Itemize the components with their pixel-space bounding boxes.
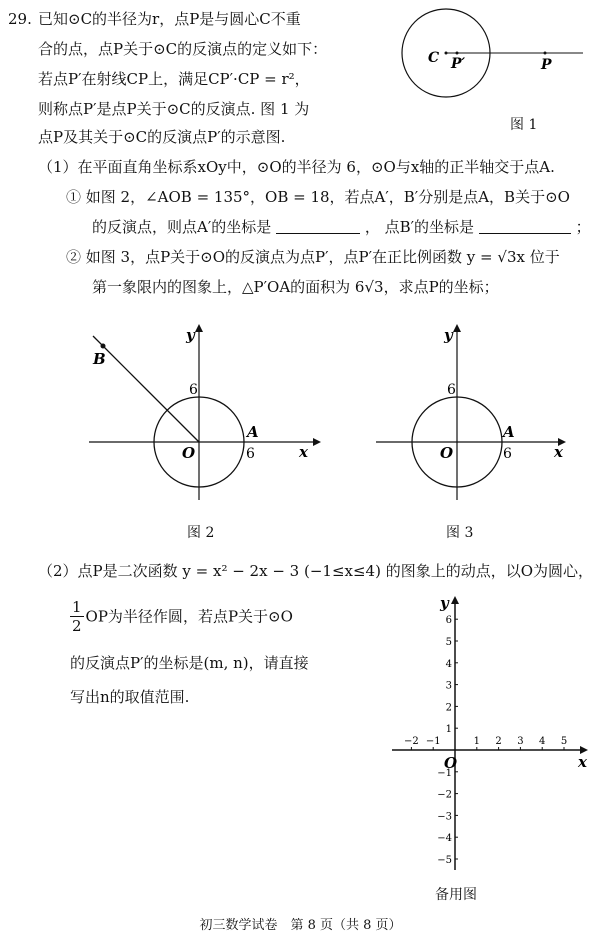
intro-line-2: 合的点，点P关于⊙C的反演点的定义如下： [38, 40, 328, 58]
fig4-label-x: x [578, 753, 587, 771]
fig4-x-tick-label: −1 [425, 736, 441, 747]
label-p: P [541, 57, 552, 73]
fig4-y-tick-label: 2 [445, 702, 452, 714]
figure-3 [372, 320, 572, 505]
fig2-tick-6-x: 6 [246, 446, 255, 462]
part1-line-1: （1）在平面直角坐标系xOy中，⊙O的半径为 6，⊙O与x轴的正半轴交于点A. [38, 158, 555, 176]
label-p-prime: P′ [451, 56, 466, 72]
fig2-point-b [101, 344, 106, 349]
answer-blank-b-prime[interactable] [479, 219, 571, 234]
fig4-y-tick-label: −1 [437, 767, 452, 779]
fig4-label-y: y [440, 594, 449, 612]
fig4-x-tick-label: 3 [517, 736, 524, 747]
fig2-label-x: x [299, 443, 308, 461]
fig3-tick-6-x: 6 [503, 446, 512, 462]
figure-1 [395, 6, 595, 106]
fig4-y-tick-label: 3 [445, 680, 452, 692]
part1-line-5: 第一象限内的图象上，△P′OA的面积为 6√3，求点P的坐标； [92, 278, 499, 296]
intro-line-5: 点P及其关于⊙C的反演点P′的示意图. [38, 128, 286, 146]
fig3-tick-6-y: 6 [447, 382, 456, 398]
fig4-y-tick-label: −2 [437, 789, 452, 801]
fig2-label-b: B [93, 350, 106, 368]
part2-line-1: （2）点P是二次函数 y = x² − 2x − 3 (−1≤x≤4) 的图象上的动点，以O为圆心， [38, 562, 594, 580]
part2-line-2 [70, 598, 293, 635]
fig3-y-arrow [453, 324, 461, 332]
fig4-y-tick-label: −4 [437, 833, 452, 845]
fig4-ticks [404, 615, 567, 866]
fig1-caption: 图 1 [510, 117, 538, 133]
fig4-x-tick-label: 5 [560, 736, 568, 747]
fig3-label-y: y [444, 326, 453, 344]
part2-line-2-text: OP为半径作圆，若点P关于⊙O [85, 607, 293, 626]
fraction-numerator: 1 [72, 598, 82, 616]
intro-line-4: 则称点P′是点P关于⊙C的反演点. 图 1 为 [38, 100, 310, 118]
fig3-label-o: O [440, 444, 454, 462]
fig2-tick-6-y: 6 [189, 382, 198, 398]
label-c: C [428, 50, 440, 66]
intro-line-3: 若点P′在射线CP上，满足CP′·CP = r²， [38, 70, 310, 88]
problem-number: 29. [8, 10, 32, 28]
intro-line-1: 已知⊙C的半径为r，点P是与圆心C不重 [38, 10, 301, 28]
fig4-y-tick-label: 4 [445, 658, 452, 670]
fraction-one-half [70, 598, 84, 635]
fig4-y-tick-label: −5 [437, 855, 452, 866]
fraction-denominator: 2 [72, 617, 82, 635]
point-p [544, 52, 547, 55]
fig3-caption: 图 3 [446, 525, 474, 541]
part2-line-4: 写出n的取值范围. [70, 688, 190, 706]
fig4-y-tick-label: 1 [445, 724, 452, 736]
fig2-ray-ob [93, 336, 199, 442]
part1-line-2: ① 如图 2，∠AOB = 135°，OB = 18，若点A′，B′分别是点A，B关于⊙O [66, 188, 570, 206]
page-footer: 初三数学试卷 第 8 页（共 8 页） [199, 918, 402, 933]
fig2-y-arrow [195, 324, 203, 332]
fig4-x-tick-label: 1 [473, 736, 480, 747]
part1-b-prime-text: ， 点B′的坐标是 [364, 218, 475, 236]
fig4-x-tick-label: 2 [495, 736, 502, 747]
part2-line-3: 的反演点P′的坐标是(m, n)，请直接 [70, 654, 309, 672]
part1-line-4: ② 如图 3，点P关于⊙O的反演点为点P′，点P′在正比例函数 y = √3x 位于 [66, 248, 560, 266]
fig4-y-tick-label: −3 [437, 811, 452, 823]
answer-blank-a-prime[interactable] [276, 219, 360, 234]
fig2-caption: 图 2 [187, 525, 215, 541]
figure-2 [85, 320, 325, 505]
figure-4 [388, 590, 593, 875]
fig2-x-arrow [313, 438, 321, 446]
fig2-label-a: A [247, 423, 259, 441]
fig4-x-tick-label: 4 [539, 736, 546, 747]
fig4-y-arrow [451, 596, 459, 604]
part1-line-3 [92, 216, 591, 238]
fig4-y-tick-label: 5 [445, 637, 452, 648]
point-c [445, 52, 448, 55]
fig3-label-x: x [554, 443, 563, 461]
fig4-label-o: O [444, 754, 458, 772]
fig2-label-y: y [186, 326, 195, 344]
point-p-prime [456, 52, 459, 55]
fig4-y-tick-label: 6 [445, 615, 452, 627]
part1-semicolon: ； [575, 218, 591, 236]
part1-a-prime-text: 的反演点，则点A′的坐标是 [92, 218, 272, 236]
fig4-caption: 备用图 [435, 887, 477, 903]
fig4-x-tick-label: −2 [404, 736, 419, 747]
fig2-label-o: O [182, 444, 196, 462]
fig3-label-a: A [503, 423, 515, 441]
